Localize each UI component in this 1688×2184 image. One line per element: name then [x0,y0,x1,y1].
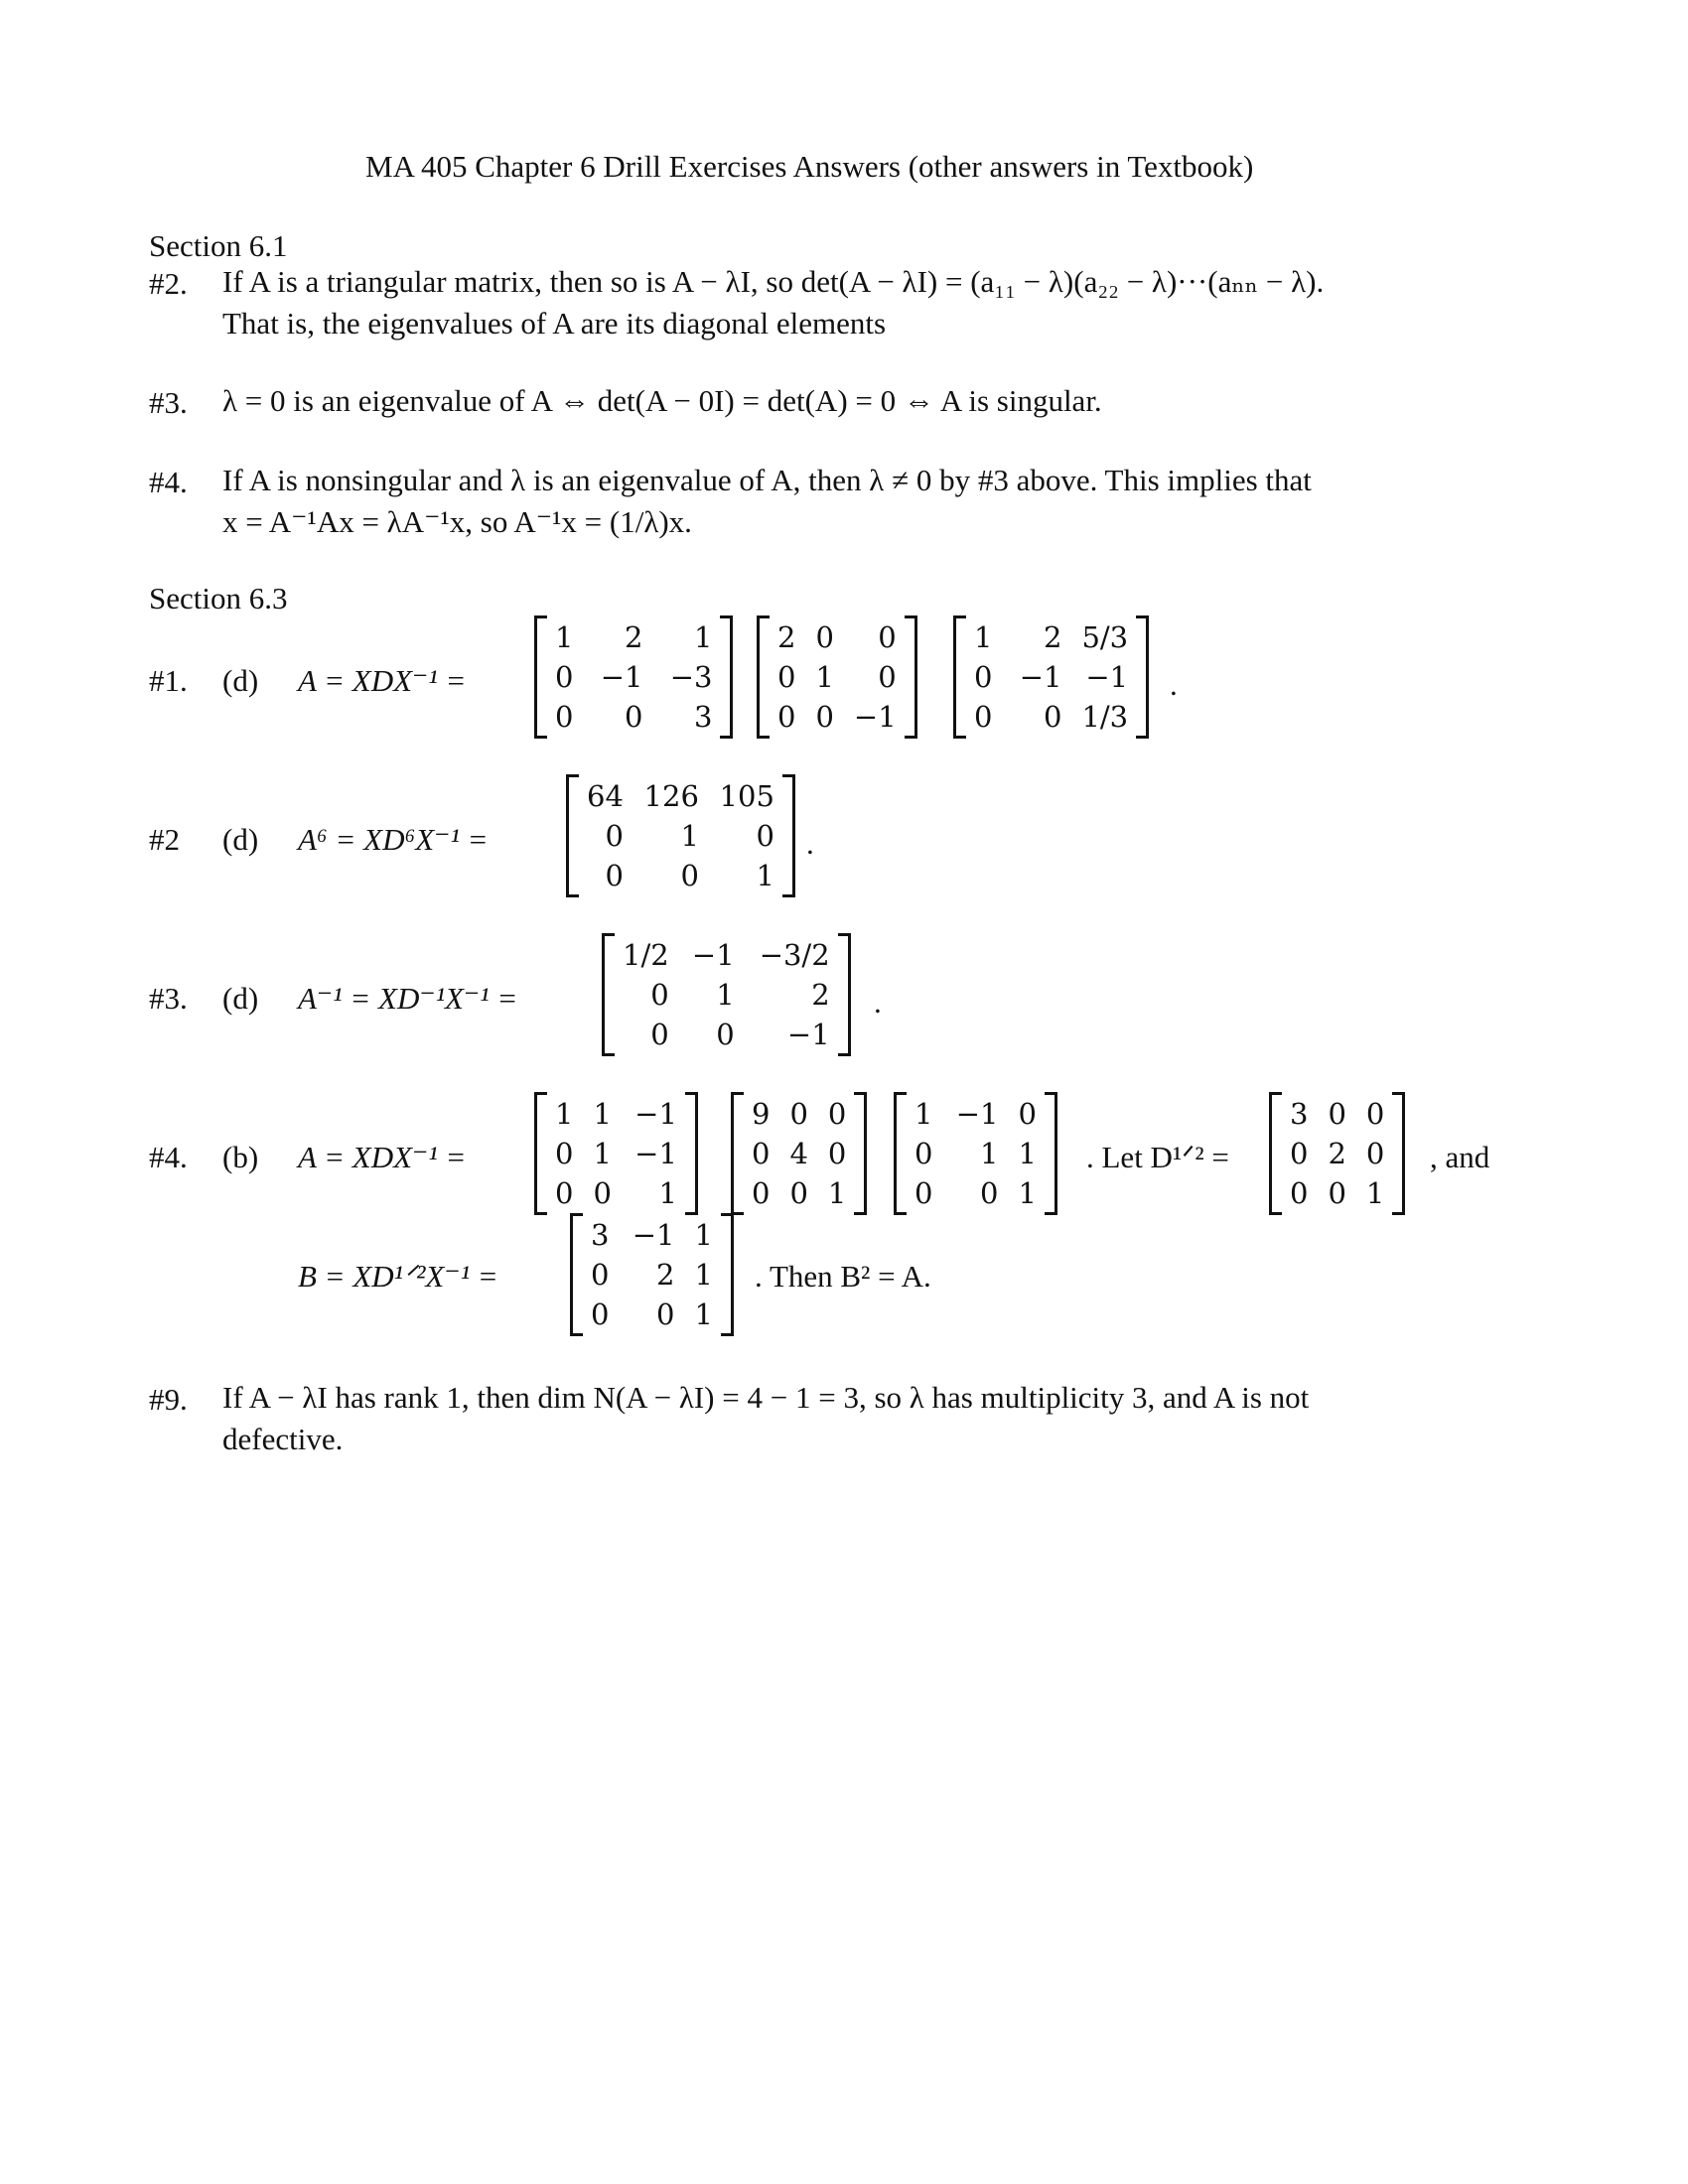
ex-6-3-3-part: (d) [222,981,259,1016]
matrix-cell: 1 [593,1137,612,1170]
matrix-cell: 1 [694,620,713,654]
matrix-cell: −1 [691,938,735,972]
matrix-cell: 0 [555,700,574,734]
ex-6-3-4-and: , and [1430,1140,1490,1174]
ex-6-3-4-part: (b) [222,1140,259,1174]
matrix-cell: 0 [591,1297,610,1331]
matrix-Dhalf [1269,1092,1405,1215]
matrix-X-ex4 [534,1092,698,1215]
matrix-cell: 1 [974,620,993,654]
matrix-cell: 0 [878,660,897,694]
matrix-cell: 0 [827,1137,847,1170]
matrix-cell: 1 [1365,1176,1385,1210]
matrix-X-ex1 [534,615,733,739]
matrix-D-ex1 [757,615,917,739]
ex-6-1-2-label: #2. [149,266,188,301]
ex-6-3-2-lhs: A⁶ = XD⁶X⁻¹ = [298,822,489,857]
matrix-cell: 1 [980,1137,999,1170]
matrix-cell: 0 [914,1176,933,1210]
matrix-cell: −1 [600,660,643,694]
matrix-cell: 0 [815,620,834,654]
matrix-cell: 0 [827,1097,847,1131]
matrix-cell: 1 [827,1176,847,1210]
ex-6-3-2-label: #2 [149,822,180,857]
section-6-3-heading: Section 6.3 [149,581,288,615]
matrix-cell: 105 [719,779,774,813]
matrix-cell: 1 [1018,1137,1037,1170]
matrix-cell: 0 [777,660,796,694]
matrix-cell: 0 [650,978,669,1012]
matrix-cell: 2 [625,620,643,654]
matrix-cell: 0 [789,1097,808,1131]
matrix-cell: 1 [815,660,834,694]
matrix-B [570,1213,734,1336]
ex-6-3-9-label: #9. [149,1382,188,1417]
matrix-cell: 0 [1328,1176,1346,1210]
section-6-1-heading: Section 6.1 [149,228,288,263]
matrix-cell: 0 [974,700,993,734]
matrix-cell: 0 [650,1018,669,1051]
matrix-cell: 1 [694,1218,713,1252]
matrix-cell: 1 [658,1176,677,1210]
matrix-cell: 5/3 [1081,620,1129,654]
matrix-cell: −1 [955,1097,999,1131]
matrix-cell: −3/2 [759,938,830,972]
matrix-Xinv-ex4 [894,1092,1057,1215]
matrix-cell: 0 [716,1018,735,1051]
matrix-cell: 1/2 [623,938,669,972]
matrix-cell: 64 [587,779,624,813]
matrix-cell: 0 [752,1176,771,1210]
matrix-cell: 2 [656,1258,675,1292]
matrix-cell: 0 [591,1258,610,1292]
matrix-cell: 3 [591,1218,610,1252]
matrix-cell: 0 [555,660,574,694]
matrix-cell: 0 [680,859,699,892]
ex-6-3-1-lhs: A = XDX⁻¹ = [298,663,467,698]
matrix-Xinv-ex1 [953,615,1149,739]
document-title: MA 405 Chapter 6 Drill Exercises Answers (other answers in Textbook) [365,149,1254,184]
matrix-cell: 126 [643,779,699,813]
ex-6-3-4-label: #4. [149,1140,188,1174]
matrix-cell: 0 [777,700,796,734]
matrix-cell: 0 [752,1137,771,1170]
matrix-cell: 0 [625,700,643,734]
ex-6-1-4-label: #4. [149,465,188,499]
matrix-cell: −1 [786,1018,830,1051]
matrix-cell: 3 [694,700,713,734]
matrix-cell: 2 [1328,1137,1346,1170]
matrix-cell: 1/3 [1081,700,1129,734]
matrix-cell: −1 [634,1137,677,1170]
matrix-cell: 3 [1290,1097,1309,1131]
ex-6-3-4-then: . Then B² = A. [755,1259,931,1294]
matrix-cell: 1 [555,620,574,654]
matrix-cell: 2 [1044,620,1062,654]
matrix-cell: 0 [1365,1097,1385,1131]
matrix-Ainv [602,933,851,1056]
matrix-cell: 2 [811,978,830,1012]
matrix-cell: 0 [605,819,624,853]
matrix-cell: −1 [853,700,897,734]
ex-6-3-9-line1: If A − λI has rank 1, then dim N(A − λI) = 4 − 1 = 3, so λ has multiplicity 3, and A is not [222,1380,1310,1415]
ex-6-3-4-let-dhalf: . Let D¹ᐟ² = [1086,1140,1229,1174]
ex-6-3-3-label: #3. [149,981,188,1016]
matrix-cell: 1 [1018,1176,1037,1210]
matrix-cell: 0 [1365,1137,1385,1170]
ex-6-1-4-line1: If A is nonsingular and λ is an eigenvalue of A, then λ ≠ 0 by #3 above. This implies that [222,463,1312,497]
matrix-cell: −1 [1085,660,1129,694]
matrix-cell: −1 [632,1218,675,1252]
matrix-cell: 0 [555,1137,574,1170]
matrix-cell: 1 [680,819,699,853]
matrix-cell: 0 [656,1297,675,1331]
matrix-cell: 0 [593,1176,612,1210]
matrix-cell: 1 [756,859,774,892]
matrix-cell: 0 [815,700,834,734]
matrix-cell: −3 [669,660,713,694]
matrix-cell: 1 [914,1097,933,1131]
matrix-cell: 0 [980,1176,999,1210]
matrix-cell: −1 [634,1097,677,1131]
matrix-cell: 0 [1018,1097,1037,1131]
matrix-cell: 1 [694,1258,713,1292]
matrix-cell: 0 [878,620,897,654]
ex-6-3-2-part: (d) [222,822,259,857]
ex-6-3-2-end: . [806,826,814,861]
ex-6-1-2-line1: If A is a triangular matrix, then so is A − λI, so det(A − λI) = (a₁₁ − λ)(a₂₂ − λ)···(aₙₙ − λ). [222,264,1325,299]
matrix-cell: 0 [1044,700,1062,734]
matrix-D-ex4 [731,1092,867,1215]
ex-6-3-4-lhs2: B = XD¹ᐟ²X⁻¹ = [298,1259,498,1294]
matrix-cell: 0 [1290,1176,1309,1210]
matrix-cell: 0 [789,1176,808,1210]
ex-6-1-4-line2: x = A⁻¹Ax = λA⁻¹x, so A⁻¹x = (1/λ)x. [222,504,692,539]
ex-6-3-1-label: #1. [149,663,188,698]
matrix-cell: 0 [555,1176,574,1210]
matrix-cell: 0 [1290,1137,1309,1170]
matrix-cell: 0 [605,859,624,892]
matrix-A6 [566,774,795,897]
matrix-cell: 1 [593,1097,612,1131]
matrix-cell: 0 [914,1137,933,1170]
matrix-cell: 1 [716,978,735,1012]
ex-6-3-3-end: . [874,985,882,1020]
matrix-cell: 1 [694,1297,713,1331]
matrix-cell: 0 [1328,1097,1346,1131]
matrix-cell: 0 [756,819,774,853]
ex-6-3-1-part: (d) [222,663,259,698]
ex-6-1-2-line2: That is, the eigenvalues of A are its diagonal elements [222,306,887,341]
ex-6-1-3-line1: λ = 0 is an eigenvalue of A ⇔ det(A − 0I) = det(A) = 0 ⇔ A is singular. [222,383,1102,418]
ex-6-3-9-line2: defective. [222,1422,344,1456]
matrix-cell: 2 [777,620,796,654]
matrix-cell: 9 [752,1097,771,1131]
ex-6-3-1-end: . [1170,667,1178,702]
matrix-cell: 1 [555,1097,574,1131]
matrix-cell: −1 [1019,660,1062,694]
ex-6-3-3-lhs: A⁻¹ = XD⁻¹X⁻¹ = [298,981,518,1016]
matrix-cell: 4 [789,1137,808,1170]
ex-6-1-3-label: #3. [149,385,188,420]
ex-6-3-4-lhs: A = XDX⁻¹ = [298,1140,467,1174]
matrix-cell: 0 [974,660,993,694]
